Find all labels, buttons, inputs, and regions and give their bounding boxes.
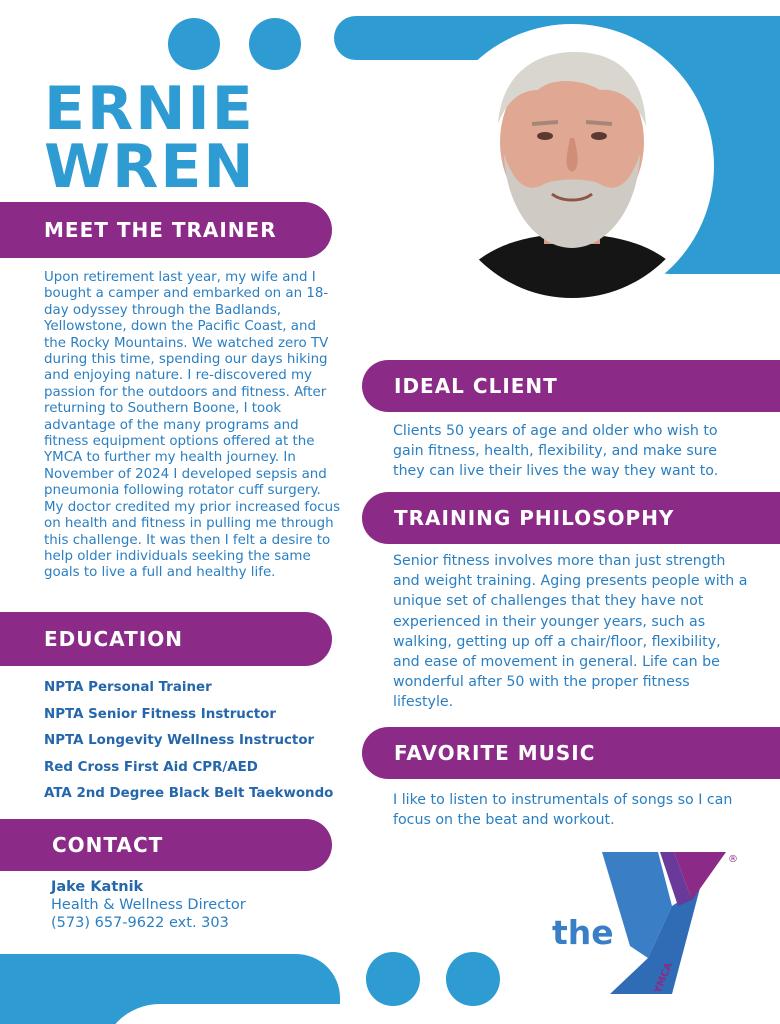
education-item: NPTA Personal Trainer bbox=[44, 680, 212, 695]
decor-circle-bottom-2 bbox=[446, 952, 500, 1006]
logo-the-text: the bbox=[552, 913, 614, 952]
decor-circle-top-2 bbox=[249, 18, 301, 70]
ideal-client-text: Clients 50 years of age and older who wish to gain fitness, health, flexibility, and make sure they can live their lives the way they want to. bbox=[393, 423, 719, 480]
training-philosophy-title: TRAINING PHILOSOPHY bbox=[394, 506, 675, 530]
contact-heading bbox=[0, 819, 332, 871]
education-item: NPTA Senior Fitness Instructor bbox=[44, 706, 276, 722]
education-heading bbox=[0, 612, 332, 666]
training-philosophy-text: Senior fitness involves more than just strength and weight training. Aging presents people with a unique set of challenges that they have not experienced in their younger years, such as walking, getting up off a chair/floor, flexibility, and ease of movement in general. Life can be wonderful after 50 with the proper fitness lifestyle. bbox=[393, 553, 748, 711]
contact-role: Health & Wellness Director bbox=[51, 897, 246, 913]
meet-the-trainer-text: Upon retirement last year, my wife and I bought a camper and embarked on an 18-day odyssey through the Badlands, Yellowstone, down the Pacific Coast, and the Rocky Mountains. We watched zero TV during this time, spending our days hiking and enjoying nature. I re-discovered my passion for the outdoors and fitness. After returning to Southern Boone, I took advantage of the many programs and fitness equipment options offered at the YMCA to further my health journey. In November of 2024 I developed sepsis and pneumonia following rotator cuff surgery. My doctor credited my prior increased focus on health and fitness in pulling me through this challenge. It was then I felt a desire to help older individuals seeking the same goals to live a full and healthy life. bbox=[44, 270, 341, 581]
contact-title: CONTACT bbox=[52, 833, 164, 857]
education-item: NPTA Longevity Wellness Instructor bbox=[44, 733, 315, 748]
trainer-first-name: ERNIE bbox=[44, 74, 255, 144]
trainer-portrait-image bbox=[440, 34, 704, 298]
ideal-client-heading bbox=[362, 360, 780, 412]
logo-ymca-text: YMCA bbox=[652, 961, 675, 996]
contact-phone[interactable]: (573) 657-9622 ext. 303 bbox=[51, 915, 229, 931]
favorite-music-heading bbox=[362, 727, 780, 779]
decor-circle-bottom-1 bbox=[366, 952, 420, 1006]
education-item: Red Cross First Aid CPR/AED bbox=[44, 759, 258, 775]
registered-mark: ® bbox=[728, 854, 738, 865]
contact-info bbox=[51, 878, 246, 932]
decor-white-curve-bottom bbox=[100, 1004, 360, 1024]
ideal-client-title: IDEAL CLIENT bbox=[394, 374, 558, 398]
contact-name: Jake Katnik bbox=[51, 879, 144, 895]
education-list bbox=[44, 677, 344, 810]
trainer-name bbox=[44, 74, 304, 202]
trainer-photo bbox=[440, 34, 704, 298]
favorite-music-text: I like to listen to instrumentals of songs so I can focus on the beat and workout. bbox=[393, 792, 733, 829]
training-philosophy-heading bbox=[362, 492, 780, 544]
education-title: EDUCATION bbox=[44, 627, 183, 651]
favorite-music-title: FAVORITE MUSIC bbox=[394, 741, 596, 765]
education-item: ATA 2nd Degree Black Belt Taekwondo bbox=[44, 786, 334, 801]
decor-circle-top-1 bbox=[168, 18, 220, 70]
meet-the-trainer-heading bbox=[0, 202, 332, 258]
meet-the-trainer-title: MEET THE TRAINER bbox=[44, 218, 277, 242]
trainer-last-name: WREN bbox=[44, 132, 256, 202]
ymca-logo bbox=[548, 848, 748, 998]
ymca-y-mark-icon bbox=[548, 848, 748, 998]
